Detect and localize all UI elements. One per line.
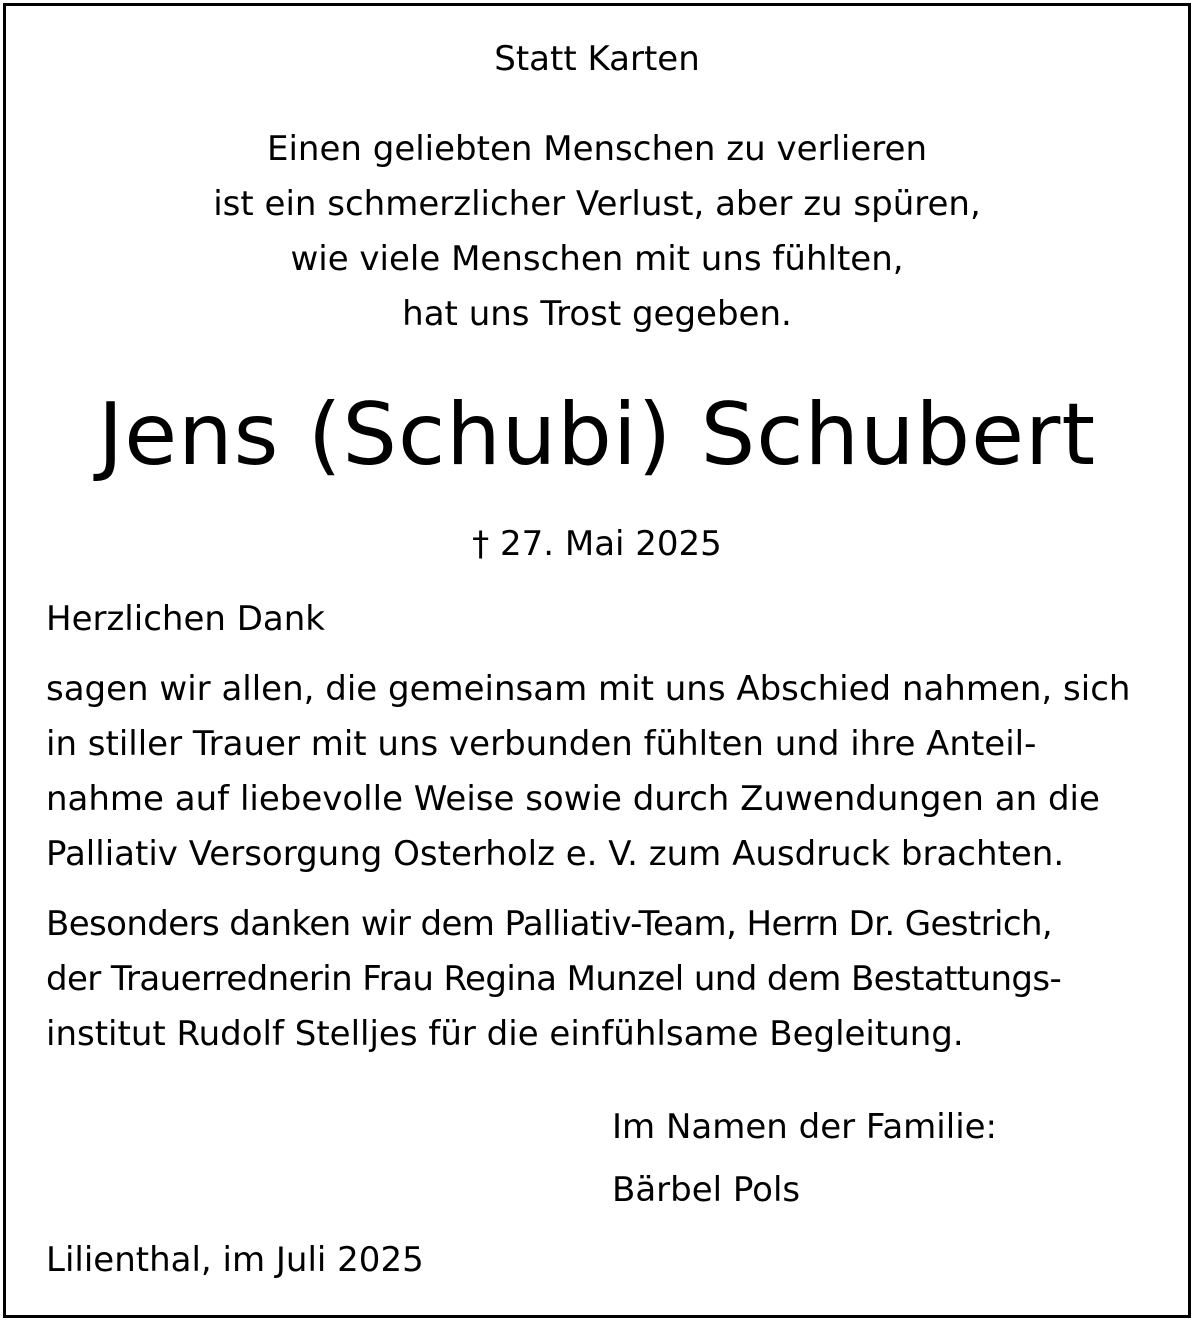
place-date: Lilienthal, im Juli 2025 — [46, 1240, 424, 1280]
poem-line: wie viele Menschen mit uns fühlten, — [290, 239, 904, 279]
deceased-name: Jens (Schubi) Schubert — [97, 385, 1097, 485]
body-line: in stiller Trauer mit uns verbunden fühlten und ihre Anteil- — [46, 724, 1037, 764]
body-line: nahme auf liebevolle Weise sowie durch Zuwendungen an die — [46, 779, 1100, 819]
death-date: † 27. Mai 2025 — [472, 524, 722, 564]
thanks-heading: Herzlichen Dank — [46, 599, 325, 639]
special-thanks-line: der Trauerrednerin Frau Regina Munzel und dem Bestattungs- — [46, 959, 1062, 999]
special-thanks-line: institut Rudolf Stelljes für die einfühlsame Begleitung. — [46, 1014, 964, 1054]
special-thanks-line: Besonders danken wir dem Palliativ-Team, Herrn Dr. Gestrich, — [46, 904, 1053, 944]
poem-line: Einen geliebten Menschen zu verlieren — [266, 129, 927, 169]
poem-line: hat uns Trost gegeben. — [402, 294, 792, 334]
body-line: sagen wir allen, die gemeinsam mit uns Abschied nahmen, sich — [46, 669, 1131, 709]
signature-name: Bärbel Pols — [612, 1170, 801, 1210]
signature-intro: Im Namen der Familie: — [612, 1107, 998, 1147]
poem-line: ist ein schmerzlicher Verlust, aber zu spüren, — [213, 184, 981, 224]
body-line: Palliativ Versorgung Osterholz e. V. zum Ausdruck brachten. — [46, 834, 1065, 874]
notice-header: Statt Karten — [494, 39, 700, 79]
